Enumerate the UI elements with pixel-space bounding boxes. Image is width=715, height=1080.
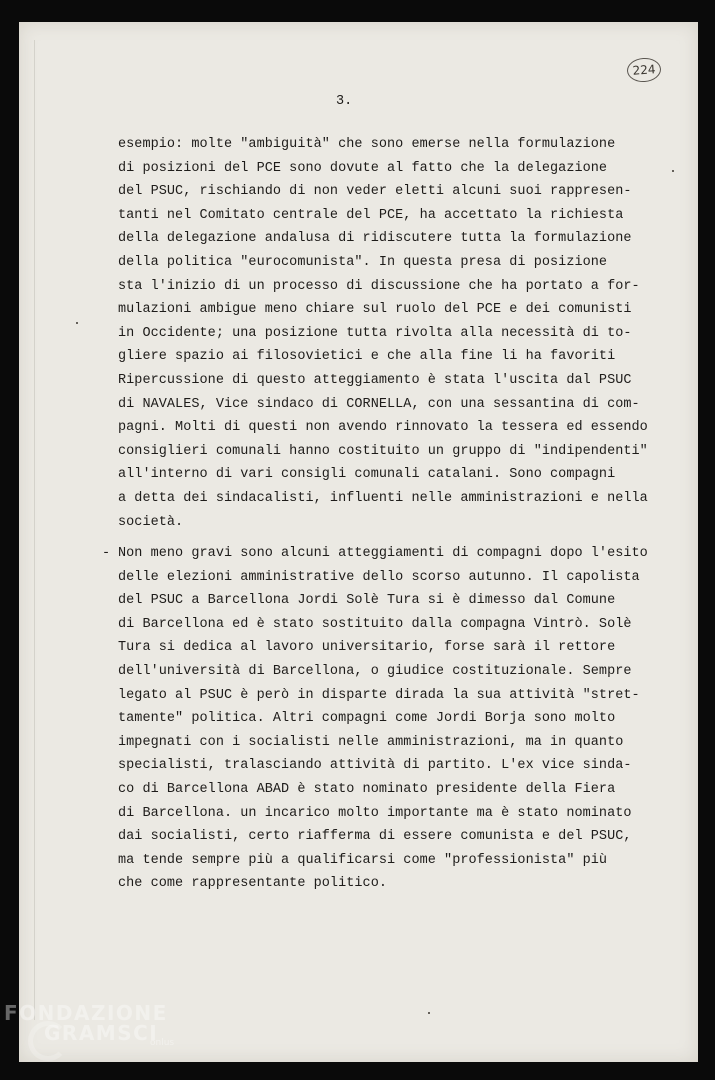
- page-number: 3.: [336, 94, 353, 109]
- list-marker: -: [102, 546, 111, 561]
- paper-speck: [672, 170, 674, 172]
- watermark-line-1: FONDAZIONE: [4, 1001, 168, 1025]
- text-line: del PSUC, rischiando di non veder eletti alcuni suoi rappresen-: [118, 184, 632, 200]
- text-line: all'interno di vari consigli comunali catalani. Sono compagni: [118, 467, 616, 483]
- text-line: mulazioni ambigue meno chiare sul ruolo del PCE e dei comunisti: [118, 302, 632, 318]
- text-line: di NAVALES, Vice sindaco di CORNELLA, con una sessantina di com-: [118, 396, 640, 412]
- text-line: in Occidente; una posizione tutta rivolta alla necessità di to-: [118, 325, 632, 341]
- paper-speck: [76, 322, 78, 324]
- text-line: Non meno gravi sono alcuni atteggiamenti di compagni dopo l'esito: [118, 546, 648, 561]
- text-line: impegnati con i socialisti nelle amministrazioni, ma in quanto: [118, 734, 624, 750]
- text-line: legato al PSUC è però in disparte dirada la sua attività "stret-: [118, 687, 640, 703]
- text-line: di Barcellona ed è stato sostituito dalla compagna Vintrò. Solè: [118, 616, 632, 632]
- paragraph-2: [118, 542, 658, 896]
- text-line: che come rappresentante politico.: [118, 876, 387, 892]
- paragraph-1: [118, 133, 658, 534]
- text-line: consiglieri comunali hanno costituito un gruppo di "indipendenti": [118, 443, 648, 459]
- text-line: a detta dei sindacalisti, influenti nelle amministrazioni e nella: [118, 490, 648, 506]
- watermark-line-2: GRAMSCI: [44, 1021, 159, 1045]
- page-fold-line: [34, 40, 35, 1020]
- text-line: sta l'inizio di un processo di discussione che ha portato a for-: [118, 278, 640, 294]
- text-line: di Barcellona. un incarico molto importante ma è stato nominato: [118, 805, 632, 821]
- text-line: co di Barcellona ABAD è stato nominato presidente della Fiera: [118, 781, 616, 797]
- text-line: delle elezioni amministrative dello scorso autunno. Il capolista: [118, 569, 640, 585]
- text-line: dell'università di Barcellona, o giudice costituzionale. Sempre: [118, 663, 632, 679]
- fondazione-gramsci-watermark: [4, 1001, 175, 1048]
- text-line: tanti nel Comitato centrale del PCE, ha accettato la richiesta: [118, 207, 624, 223]
- text-line: di posizioni del PCE sono dovute al fatto che la delegazione: [118, 160, 608, 176]
- text-line: società.: [118, 514, 184, 530]
- text-line: della politica "eurocomunista". In questa presa di posizione: [118, 254, 608, 270]
- text-line: pagni. Molti di questi non avendo rinnovato la tessera ed essendo: [118, 420, 648, 436]
- text-line: esempio: molte "ambiguità" che sono emerse nella formulazione: [118, 137, 616, 152]
- text-line: Tura si dedica al lavoro universitario, forse sarà il rettore: [118, 640, 616, 656]
- paper-speck: [428, 1012, 430, 1014]
- text-line: specialisti, tralasciando attività di partito. L'ex vice sinda-: [118, 758, 632, 774]
- text-line: del PSUC a Barcellona Jordi Solè Tura si è dimesso dal Comune: [118, 593, 616, 609]
- watermark-suffix: onlus: [150, 1038, 175, 1048]
- text-line: tamente" politica. Altri compagni come Jordi Borja sono molto: [118, 711, 616, 727]
- text-line: Ripercussione di questo atteggiamento è stata l'uscita dal PSUC: [118, 372, 632, 388]
- text-line: ma tende sempre più a qualificarsi come "professionista" più: [118, 852, 608, 868]
- text-line: dai socialisti, certo riafferma di essere comunista e del PSUC,: [118, 829, 632, 845]
- text-line: della delegazione andalusa di ridiscutere tutta la formulazione: [118, 231, 632, 247]
- text-line: gliere spazio ai filosovietici e che alla fine li ha favoriti: [118, 349, 616, 365]
- archive-number-stamp: 224: [626, 57, 662, 83]
